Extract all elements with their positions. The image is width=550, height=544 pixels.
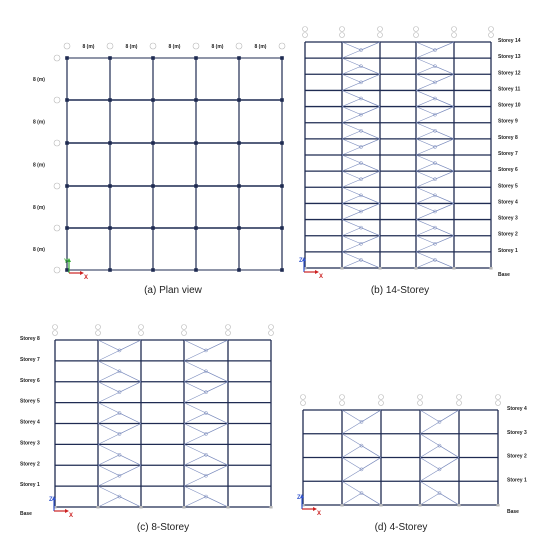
elev4-grid-bubble-top-5: [496, 395, 501, 400]
elev8-level-label-2: Storey 6: [20, 377, 40, 384]
elev14-support-4: [452, 267, 455, 270]
elev8-grid-bubble-top-2: [139, 325, 144, 330]
elev8-grid-bubble-bottom-1: [96, 331, 101, 336]
plan-grid-bubble-row-5: [54, 267, 60, 273]
elev8-level-label-3: Storey 5: [20, 398, 40, 405]
elev14-grid-bubble-bottom-5: [489, 33, 494, 38]
elev8-brace-bay1-s2-a: [98, 382, 120, 392]
elev4-grid-bubble-top-3: [418, 395, 423, 400]
plan-grid-bubble-col-2: [150, 43, 156, 49]
plan-column-node-1-1: [108, 98, 112, 102]
plan-column-node-5-4: [280, 226, 284, 230]
elev8-support-4: [226, 506, 229, 509]
plan-column-node-1-2: [108, 141, 112, 145]
plan-column-node-4-0: [237, 56, 241, 60]
elev14-grid-bubble-bottom-3: [414, 33, 419, 38]
plan-dim-x-4: 8 (m): [254, 44, 267, 50]
elev14-brace-bay3-s3-a: [416, 99, 435, 107]
plan-column-node-0-5: [65, 268, 69, 272]
elev14-level-label-1: Storey 13: [498, 54, 521, 61]
elev14-brace-bay3-s4-a: [416, 107, 435, 115]
elev4-grid-bubble-bottom-0: [301, 401, 306, 406]
elev8-brace-bay1-s0-a: [98, 340, 120, 350]
elev4-brace-bay1-s2-a: [342, 458, 362, 470]
elev14-brace-bay1-s12-a: [342, 236, 361, 244]
elev14-brace-bay3-s5-a: [416, 131, 435, 139]
elev4-grid-bubble-bottom-4: [457, 401, 462, 406]
elev4-brace-bay3-s1-a: [420, 446, 440, 458]
elev8-grid-bubble-bottom-5: [269, 331, 274, 336]
elev8-brace-bay1-s3-a: [98, 413, 120, 423]
elev4-support-3: [418, 504, 421, 507]
elev8-brace-bay3-s5-a: [184, 455, 206, 465]
caption-plan-view: (a) Plan view: [144, 285, 202, 296]
elev14-brace-bay3-s0-a: [416, 42, 435, 50]
elev8-level-label-4: Storey 4: [20, 419, 40, 426]
elev8-level-label-6: Storey 2: [20, 461, 40, 468]
plan-column-node-4-5: [237, 268, 241, 272]
elev8-brace-bay1-s6-a: [98, 465, 120, 475]
elev4-level-label-3: Storey 1: [507, 477, 527, 484]
elev4-support-1: [340, 504, 343, 507]
elev14-grid-bubble-top-1: [340, 27, 345, 32]
elev14-grid-bubble-bottom-0: [303, 33, 308, 38]
plan-column-node-5-2: [280, 141, 284, 145]
elev14-brace-bay3-s6-a: [416, 139, 435, 147]
plan-grid-bubble-row-2: [54, 140, 60, 146]
plan-column-node-4-2: [237, 141, 241, 145]
plan-column-node-1-5: [108, 268, 112, 272]
elev4-brace-bay3-s2-a: [420, 458, 440, 470]
elev8-brace-bay3-s2-a: [184, 382, 206, 392]
elev8-grid-bubble-top-0: [53, 325, 58, 330]
elev8-grid-bubble-top-5: [269, 325, 274, 330]
plan-column-node-4-3: [237, 184, 241, 188]
plan-column-node-3-4: [194, 226, 198, 230]
plan-column-node-2-5: [151, 268, 155, 272]
elev8-level-label-7: Storey 1: [20, 482, 40, 489]
elev4-level-label-4: Base: [507, 509, 519, 515]
elev14-grid-bubble-bottom-2: [378, 33, 383, 38]
elev14-grid-bubble-top-3: [414, 27, 419, 32]
elev14-brace-bay3-s10-a: [416, 203, 435, 211]
elev14-brace-bay1-s2-a: [342, 74, 361, 82]
plan-column-node-3-3: [194, 184, 198, 188]
plan-column-node-0-4: [65, 226, 69, 230]
plan-column-node-1-0: [108, 56, 112, 60]
elevation-14-storey: [299, 27, 521, 281]
plan-grid-bubble-col-3: [193, 43, 199, 49]
plan-grid-bubble-row-0: [54, 55, 60, 61]
plan-dim-x-1: 8 (m): [125, 44, 138, 50]
elev14-level-label-3: Storey 11: [498, 86, 521, 93]
plan-column-node-4-4: [237, 226, 241, 230]
caption-8-storey: (c) 8-Storey: [136, 522, 190, 533]
elev14-axis-up-label: Z: [299, 258, 303, 264]
elev8-axis-x-label: X: [69, 513, 74, 519]
elev8-support-1: [96, 506, 99, 509]
plan-dim-x-2: 8 (m): [168, 44, 181, 50]
elev14-brace-bay3-s11-a: [416, 228, 435, 236]
elev14-grid-bubble-bottom-4: [452, 33, 457, 38]
plan-column-node-4-1: [237, 98, 241, 102]
elev8-support-5: [269, 506, 272, 509]
plan-column-node-0-0: [65, 56, 69, 60]
plan-view: [33, 43, 285, 281]
elev14-support-2: [378, 267, 381, 270]
elev14-level-label-13: Storey 1: [498, 247, 518, 254]
elev14-support-1: [340, 267, 343, 270]
elev4-level-label-0: Storey 4: [507, 406, 527, 412]
plan-grid-bubble-col-0: [64, 43, 70, 49]
plan-column-node-0-2: [65, 141, 69, 145]
elev8-brace-bay3-s7-a: [184, 497, 206, 507]
elev14-level-label-9: Storey 5: [498, 183, 518, 190]
elev4-support-2: [379, 504, 382, 507]
elev4-grid-bubble-top-4: [457, 395, 462, 400]
elev14-brace-bay1-s0-a: [342, 42, 361, 50]
elev14-axis-x-label: X: [319, 274, 324, 280]
plan-column-node-3-5: [194, 268, 198, 272]
elev14-brace-bay1-s4-a: [342, 107, 361, 115]
elev4-brace-bay3-s0-a: [420, 410, 440, 422]
elev14-brace-bay1-s5-a: [342, 131, 361, 139]
elev8-brace-bay1-s5-a: [98, 455, 120, 465]
plan-axis-up-label: Y: [64, 259, 69, 265]
elev8-brace-bay3-s3-a: [184, 413, 206, 423]
elev14-grid-bubble-bottom-1: [340, 33, 345, 38]
elev8-grid-bubble-top-4: [226, 325, 231, 330]
elev14-level-label-10: Storey 4: [498, 199, 518, 206]
elev8-grid-bubble-bottom-3: [182, 331, 187, 336]
elev4-axis-up-label: Z: [297, 495, 301, 501]
elev8-grid-bubble-bottom-2: [139, 331, 144, 336]
plan-column-node-5-1: [280, 98, 284, 102]
elev14-grid-bubble-top-0: [303, 27, 308, 32]
elev4-grid-bubble-top-2: [379, 395, 384, 400]
plan-column-node-5-5: [280, 268, 284, 272]
elev14-brace-bay1-s7-a: [342, 163, 361, 171]
elev8-grid-bubble-bottom-4: [226, 331, 231, 336]
elev8-brace-bay1-s1-a: [98, 371, 120, 381]
plan-column-node-1-3: [108, 184, 112, 188]
plan-column-node-3-0: [194, 56, 198, 60]
elev8-level-label-5: Storey 3: [20, 440, 40, 447]
elev14-grid-bubble-top-4: [452, 27, 457, 32]
elev14-level-label-0: Storey 14: [498, 38, 521, 44]
elev14-brace-bay1-s13-a: [342, 260, 361, 268]
plan-grid-bubble-row-4: [54, 225, 60, 231]
plan-column-node-5-3: [280, 184, 284, 188]
elev14-grid-bubble-top-2: [378, 27, 383, 32]
elevation-8-storey: [20, 325, 274, 520]
plan-column-node-3-2: [194, 141, 198, 145]
plan-column-node-2-3: [151, 184, 155, 188]
elev14-brace-bay3-s7-a: [416, 163, 435, 171]
elev14-level-label-6: Storey 8: [498, 134, 518, 141]
elev8-brace-bay3-s6-a: [184, 465, 206, 475]
elev14-brace-bay3-s8-a: [416, 171, 435, 179]
elev14-brace-bay1-s11-a: [342, 228, 361, 236]
plan-column-node-1-4: [108, 226, 112, 230]
plan-dim-y-1: 8 (m): [33, 119, 45, 126]
elev14-brace-bay3-s12-a: [416, 236, 435, 244]
plan-dim-x-3: 8 (m): [211, 44, 224, 50]
elevation-4-storey: [297, 395, 527, 518]
plan-column-node-2-2: [151, 141, 155, 145]
elev14-brace-bay3-s2-a: [416, 74, 435, 82]
elev14-brace-bay1-s6-a: [342, 139, 361, 147]
elev14-level-label-7: Storey 7: [498, 151, 518, 157]
elev4-level-label-2: Storey 2: [507, 453, 527, 460]
plan-dim-y-3: 8 (m): [33, 205, 45, 211]
elev4-axis-x-label: X: [317, 511, 322, 517]
elev8-grid-bubble-top-3: [182, 325, 187, 330]
elev4-grid-bubble-top-0: [301, 395, 306, 400]
elev4-brace-bay1-s1-a: [342, 446, 362, 458]
plan-column-node-5-0: [280, 56, 284, 60]
elev14-support-3: [414, 267, 417, 270]
elev8-level-label-1: Storey 7: [20, 356, 40, 363]
caption-4-storey: (d) 4-Storey: [374, 522, 428, 533]
elev4-grid-bubble-bottom-5: [496, 401, 501, 406]
elev8-axis-up-label: Z: [49, 497, 53, 503]
plan-grid-bubble-col-5: [279, 43, 285, 49]
plan-axis-x-label: X: [84, 275, 89, 281]
elev14-support-5: [489, 267, 492, 270]
caption-14-storey: (b) 14-Storey: [370, 285, 430, 296]
elev14-brace-bay1-s1-a: [342, 66, 361, 74]
elev14-level-label-12: Storey 2: [498, 231, 518, 238]
plan-column-node-0-3: [65, 184, 69, 188]
elev4-grid-bubble-bottom-2: [379, 401, 384, 406]
elev4-grid-bubble-top-1: [340, 395, 345, 400]
elev8-level-label-8: Base: [20, 511, 32, 517]
elev4-support-5: [496, 504, 499, 507]
elev4-grid-bubble-bottom-1: [340, 401, 345, 406]
plan-dim-y-2: 8 (m): [33, 162, 45, 169]
plan-column-node-2-4: [151, 226, 155, 230]
elev8-level-label-0: Storey 8: [20, 336, 40, 342]
elev4-support-4: [457, 504, 460, 507]
plan-dim-x-0: 8 (m): [82, 44, 95, 50]
elev8-brace-bay3-s1-a: [184, 371, 206, 381]
elev14-brace-bay1-s9-a: [342, 195, 361, 203]
plan-grid-bubble-col-1: [107, 43, 113, 49]
plan-column-node-2-0: [151, 56, 155, 60]
elev8-brace-bay3-s0-a: [184, 340, 206, 350]
elev14-level-label-5: Storey 9: [498, 118, 518, 125]
plan-grid-bubble-col-4: [236, 43, 242, 49]
elev8-brace-bay3-s4-a: [184, 424, 206, 434]
elev4-level-label-1: Storey 3: [507, 429, 527, 436]
elev4-brace-bay1-s0-a: [342, 410, 362, 422]
plan-column-node-2-1: [151, 98, 155, 102]
plan-dim-y-4: 8 (m): [33, 247, 45, 253]
elev14-brace-bay3-s1-a: [416, 66, 435, 74]
elev4-brace-bay3-s3-a: [420, 493, 440, 505]
elev14-brace-bay1-s3-a: [342, 99, 361, 107]
plan-column-node-3-1: [194, 98, 198, 102]
elev14-brace-bay1-s8-a: [342, 171, 361, 179]
elev8-support-2: [139, 506, 142, 509]
elev14-brace-bay1-s10-a: [342, 203, 361, 211]
elev14-level-label-11: Storey 3: [498, 215, 518, 222]
elev8-support-3: [182, 506, 185, 509]
elev8-grid-bubble-bottom-0: [53, 331, 58, 336]
elev14-brace-bay3-s9-a: [416, 195, 435, 203]
plan-dim-y-0: 8 (m): [33, 77, 45, 83]
elev8-grid-bubble-top-1: [96, 325, 101, 330]
elev8-brace-bay1-s7-a: [98, 497, 120, 507]
plan-grid-bubble-row-1: [54, 97, 60, 103]
plan-grid-bubble-row-3: [54, 183, 60, 189]
elev14-brace-bay3-s13-a: [416, 260, 435, 268]
elev14-grid-bubble-top-5: [489, 27, 494, 32]
elev4-grid-bubble-bottom-3: [418, 401, 423, 406]
plan-column-node-0-1: [65, 98, 69, 102]
elev8-brace-bay1-s4-a: [98, 424, 120, 434]
elev14-level-label-14: Base: [498, 272, 510, 278]
elev14-level-label-8: Storey 6: [498, 167, 518, 174]
elev4-brace-bay1-s3-a: [342, 493, 362, 505]
elev14-level-label-4: Storey 10: [498, 102, 521, 109]
elev14-level-label-2: Storey 12: [498, 70, 521, 77]
